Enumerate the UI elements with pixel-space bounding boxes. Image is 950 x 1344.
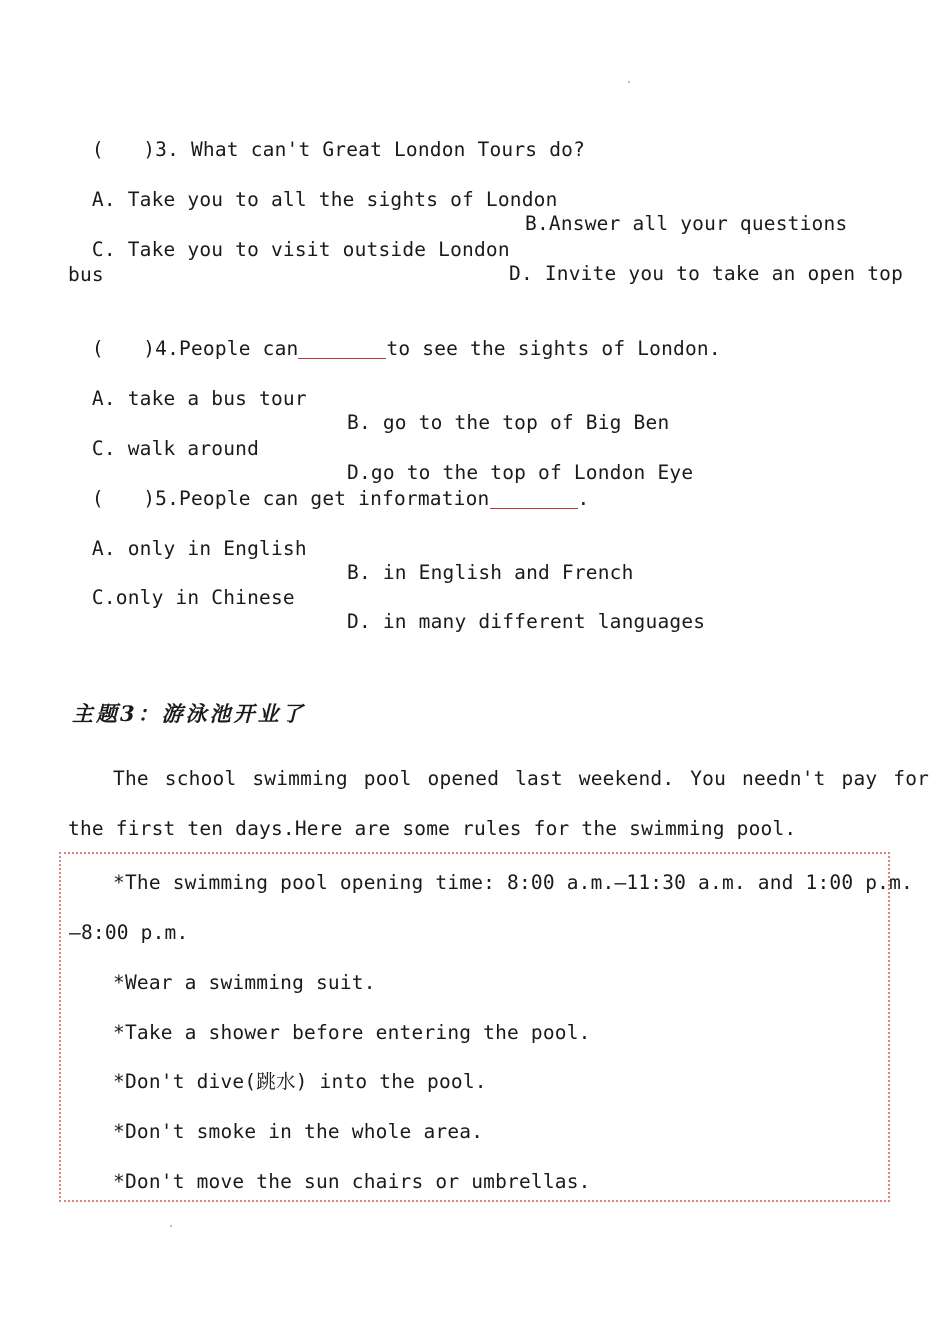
rule-swimming-suit: *Wear a swimming suit. [113,971,376,994]
scan-dot [628,81,630,83]
question-5-options-cd [68,562,938,634]
intro-paragraph-line-2: the first ten days.Here are some rules for the swimming pool. [68,817,797,840]
question-text-after: to see the sights of London. [386,337,721,360]
question-3-option-d-continued: bus [68,263,104,286]
rules-box [59,852,913,1202]
rule-shower: *Take a shower before entering the pool. [113,1021,591,1044]
option-c: C. Take you to visit outside London [91,238,510,261]
answer-paren: ( ) [91,487,156,510]
topic-heading: 主题3：游泳池开业了 [72,701,306,726]
question-text-after: . [577,487,590,510]
option-a: A. only in English [91,537,307,560]
option-d: D. Invite you to take an open top [509,262,904,285]
answer-paren: ( ) [91,138,156,161]
option-c: C.only in Chinese [91,586,295,609]
question-text-before: 5.People can get information [155,487,490,510]
scan-dot [170,1225,172,1227]
option-a: A. Take you to all the sights of London [91,188,558,211]
option-d: D.go to the top of London Eye [347,461,694,484]
option-c: C. walk around [91,437,260,460]
option-a: A. take a bus tour [91,387,307,410]
option-b: B.Answer all your questions [525,212,848,235]
rule-no-dive: *Don't dive(跳水) into the pool. [113,1070,487,1093]
fill-in-blank [490,488,578,509]
question-4-stem [68,313,721,361]
option-b: B. go to the top of Big Ben [347,411,670,434]
question-5-stem [68,463,589,511]
rule-opening-time: *The swimming pool opening time: 8:00 a.m.—11:30 a.m. and 1:00 p.m. [113,871,913,894]
rule-no-smoke: *Don't smoke in the whole area. [113,1120,484,1143]
question-text: 3. What can't Great London Tours do? [155,138,586,161]
intro-paragraph-line-1: The school swimming pool opened last weekend. You needn't pay for [113,767,930,790]
fill-in-blank [298,338,386,359]
rule-no-move-chairs: *Don't move the sun chairs or umbrellas. [113,1170,591,1193]
question-text-before: 4.People can [155,337,299,360]
answer-paren: ( ) [91,337,156,360]
option-b: B. in English and French [347,561,634,584]
question-3-options-cd [68,214,938,286]
rule-opening-time-continued: —8:00 p.m. [69,921,189,944]
option-d: D. in many different languages [347,610,706,633]
question-3-stem [68,114,585,162]
